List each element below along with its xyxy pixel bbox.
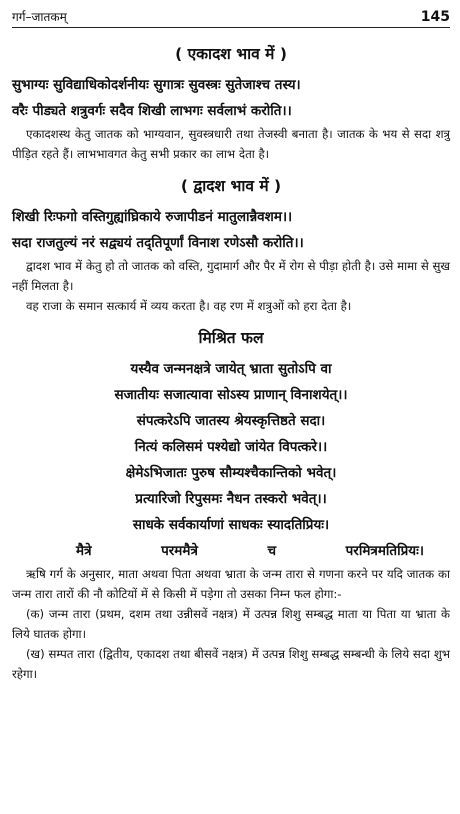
section-ekadash (12, 42, 450, 164)
section-heading: मिश्रित फल (198, 329, 264, 347)
shloka-word: परममैत्रे (161, 543, 198, 559)
running-header (12, 0, 450, 28)
shloka-line: शिखी रिःफगो वस्तिगुह्यांघ्रिकाये रुजापीडनं मातुलान्नैवशम।। (12, 209, 293, 225)
section-heading: ( एकादश भाव में ) (175, 45, 287, 63)
shloka-line: यस्यैव जन्मनक्षत्रे जायेत् भ्राता सुतोऽपि वा (130, 361, 332, 377)
shloka-line: क्षेमेऽभिजातः पुरुष सौम्यश्चैकान्तिको भवेत्। (125, 465, 337, 481)
shloka-line: प्रत्यारिजो रिपुसमः नैधन तस्करो भवेत्।। (135, 491, 327, 507)
commentary-paragraph: (ख) सम्पत तारा (द्वितीय, एकादश तथा बीसवें नक्षत्र) में उत्पन्न शिशु सम्बद्ध सम्बन्धी के लिये सदा शुभ रहेगा। (12, 647, 450, 681)
commentary-paragraph: ऋषि गर्ग के अनुसार, माता अथवा पिता अथवा भ्राता के जन्म तारा से गणना करने पर यदि जातक का जन्म तारा तारों की नौ कोटियों में से किसी में पड़ेगा तो उसका निम्न फल होगा:- (12, 567, 450, 601)
commentary-paragraph: द्वादश भाव में केतु हो तो जातक को वस्ति, गुदामार्ग और पैर में रोग से पीड़ा होती है। उसे मामा से सुख नहीं मिलता है। (12, 259, 450, 293)
shloka-line: सदा राजतुल्यं नरं सद्व्ययं तद्तिपूर्णां विनाश रणेऽसौ करोति।। (12, 235, 304, 251)
shloka-word: च (267, 543, 277, 559)
shloka-word: मैत्रे (76, 543, 92, 559)
shloka-line: साधके सर्वकार्याणां साधकः स्यादतिप्रियः। (132, 517, 330, 533)
shloka-line-spread (12, 538, 450, 564)
shloka-line: सजातीयः सजात्यावा सोऽस्य प्राणान् विनाशयेत्।। (114, 387, 348, 403)
shloka-line: संपत्करेऽपि जातस्य श्रेयस्कृत्तिष्ठते सदा। (136, 413, 326, 429)
commentary-paragraph: (क) जन्म तारा (प्रथम, दशम तथा उन्नीसवें नक्षत्र) में उत्पन्न शिशु सम्बद्ध माता या पिता या भ्राता के लिये घातक होगा। (12, 607, 450, 641)
section-mishrit (12, 326, 450, 684)
commentary-paragraph: वह राजा के समान सत्कार्य में व्यय करता है। वह रण में शत्रुओं को हरा देता है। (26, 299, 352, 313)
section-heading: ( द्वादश भाव में ) (180, 177, 282, 195)
section-dwadash (12, 174, 450, 316)
page-number: 145 (420, 9, 450, 25)
shloka-line: वरैः पीड्यते शत्रुवर्गः सदैव शिखी लाभगः सर्वलाभं करोति।। (12, 103, 292, 119)
shloka-line: सुभाग्यः सुविद्याधिकोदर्शनीयः सुगात्रः सुवस्त्रः सुतेजाश्च तस्य। (12, 77, 301, 93)
shloka-word: परमित्रमतिप्रियः। (345, 543, 424, 559)
book-title: गर्ग–जातकम् (12, 10, 67, 24)
shloka-line: नित्यं कलिसमं पश्येद्यो जांयेत विपत्करे।। (134, 439, 328, 455)
commentary-paragraph: एकादशस्थ केतु जातक को भाग्यवान, सुवस्त्रधारी तथा तेजस्वी बनाता है। जातक के भय से सदा शत्रु पीड़ित रहते हैं। लाभभावगत केतु सभी प्रकार का लाभ देता है। (12, 127, 450, 161)
